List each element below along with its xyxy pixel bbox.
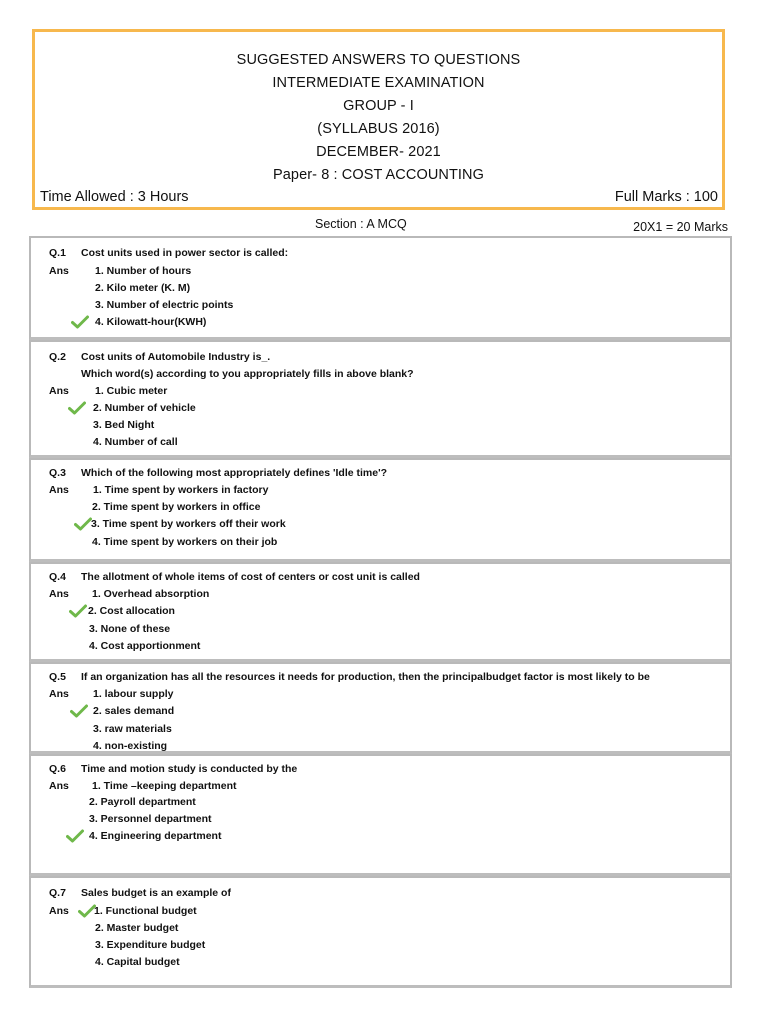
answer-option: 4. Number of call [93,436,178,448]
question-text: Cost units used in power sector is called: [81,247,289,259]
question-text: The allotment of whole items of cost of centers or cost unit is called [81,571,420,583]
answer-option: 1. Time spent by workers in factory [93,484,269,496]
question-text: Which of the following most appropriately defines 'Idle time'? [81,467,388,479]
question-number: Q.4 [49,571,66,583]
question-text: Which word(s) according to you appropriately fills in above blank? [81,368,414,380]
question-number: Q.3 [49,467,66,479]
answer-option: 4. Capital budget [95,956,180,968]
answer-option: 2. Number of vehicle [93,402,196,414]
question-number: Q.6 [49,763,66,775]
answer-option: 4. Time spent by workers on their job [92,536,278,548]
doc-title: SUGGESTED ANSWERS TO QUESTIONS [236,52,521,68]
question-number: Q.1 [49,247,66,259]
question-number: Q.5 [49,671,66,683]
answer-option: 1. Cubic meter [95,385,168,397]
syllabus-label: (SYLLABUS 2016) [317,121,440,137]
question-text: If an organization has all the resources it needs for production, then the principalbudget factor is most likely to be [81,671,650,683]
answer-option: 4. Kilowatt-hour(KWH) [95,316,207,328]
answer-option: 2. Cost allocation [88,605,175,617]
section-title: Section : A MCQ [315,217,407,231]
question-4 [29,562,732,662]
question-2 [29,340,732,458]
question-1 [29,236,732,340]
session-label: DECEMBER- 2021 [316,144,441,160]
answer-option: 4. non-existing [93,740,168,752]
answer-option: 3. None of these [89,623,171,635]
answer-label: Ans [49,905,69,917]
checkmark-icon [70,704,88,718]
answer-option: 3. Personnel department [89,813,212,825]
question-text: Cost units of Automobile Industry is_. [81,351,271,363]
paper-label: Paper- 8 : COST ACCOUNTING [272,167,485,183]
question-3 [29,458,732,562]
answer-option: 4. Engineering department [89,830,222,842]
full-marks: Full Marks : 100 [614,189,718,205]
question-7 [29,876,732,988]
answer-option: 1. Overhead absorption [92,588,210,600]
checkmark-icon [68,401,86,415]
answer-option: 1. Functional budget [94,905,197,917]
answer-option: 3. Number of electric points [95,299,234,311]
question-6 [29,754,732,876]
answer-option: 3. Time spent by workers off their work [91,518,286,530]
checkmark-icon [78,904,96,918]
answer-option: 2. Time spent by workers in office [92,501,261,513]
checkmark-icon [71,315,89,329]
question-number: Q.7 [49,887,66,899]
answer-label: Ans [49,385,69,397]
answer-label: Ans [49,780,69,792]
exam-name: INTERMEDIATE EXAMINATION [272,75,485,91]
answer-label: Ans [49,688,69,700]
answer-option: 1. Time –keeping department [92,780,237,792]
section-marks: 20X1 = 20 Marks [633,220,728,234]
answer-option: 1. Number of hours [95,265,192,277]
answer-option: 3. Bed Night [93,419,155,431]
answer-label: Ans [49,588,69,600]
answer-option: 1. labour supply [93,688,174,700]
answer-option: 4. Cost apportionment [89,640,201,652]
question-text: Time and motion study is conducted by the [81,763,298,775]
question-number: Q.2 [49,351,66,363]
answer-option: 3. raw materials [93,723,172,735]
answer-option: 2. sales demand [93,705,175,717]
time-allowed: Time Allowed : 3 Hours [40,189,189,205]
answer-option: 2. Kilo meter (K. M) [95,282,191,294]
question-text: Sales budget is an example of [81,887,231,899]
answer-option: 2. Payroll department [89,796,196,808]
checkmark-icon [74,517,92,531]
checkmark-icon [66,829,84,843]
exam-header [32,29,725,210]
answer-label: Ans [49,484,69,496]
checkmark-icon [69,604,87,618]
answer-option: 3. Expenditure budget [95,939,206,951]
answer-label: Ans [49,265,69,277]
question-5 [29,662,732,754]
group-label: GROUP - I [343,98,414,114]
answer-option: 2. Master budget [95,922,179,934]
